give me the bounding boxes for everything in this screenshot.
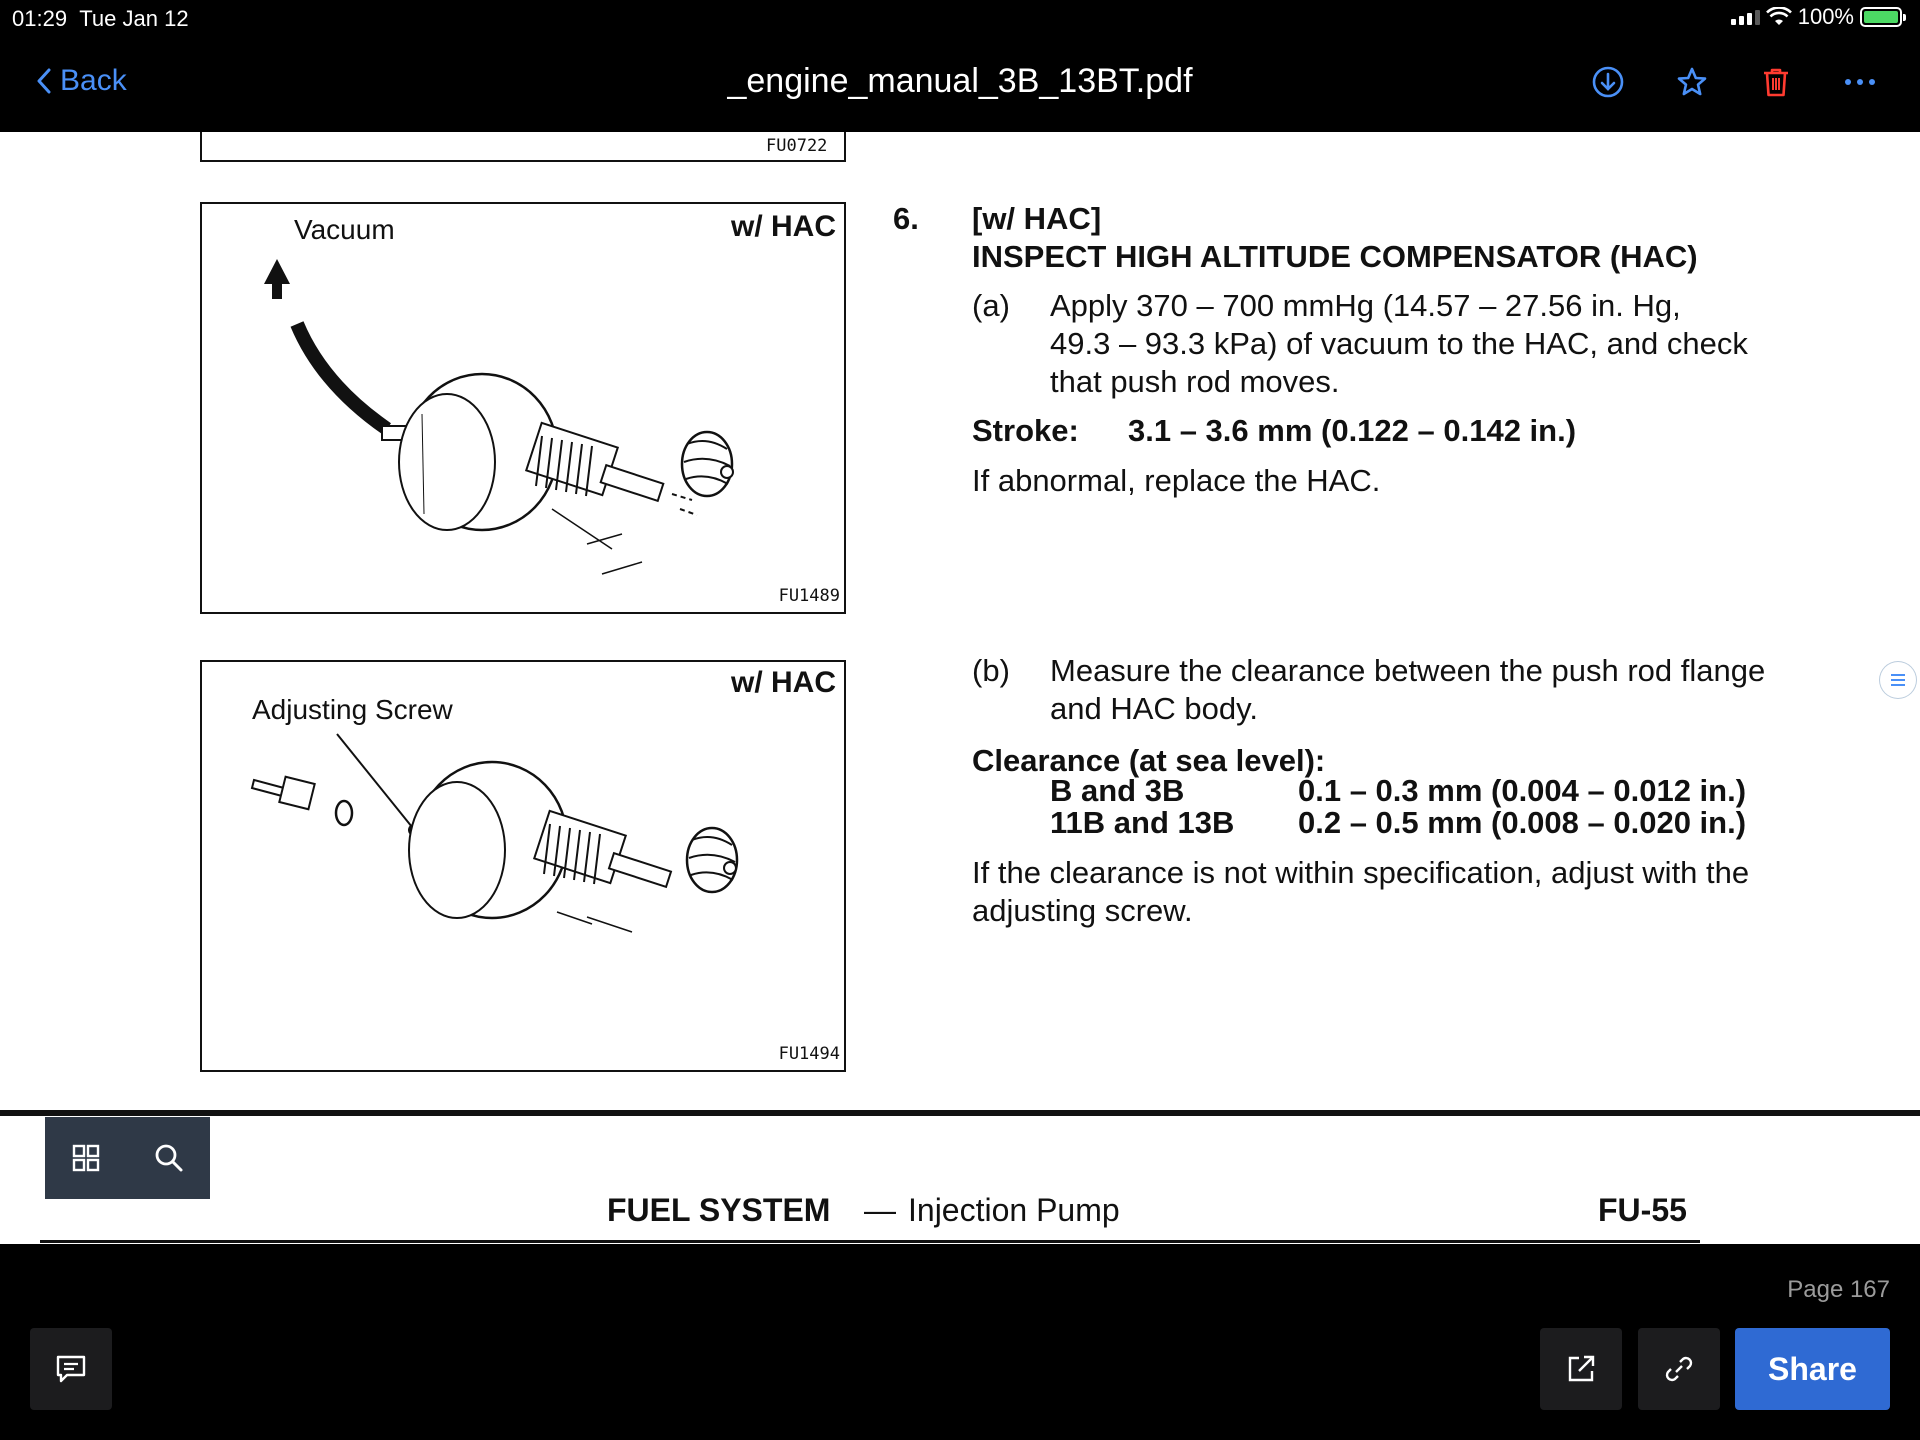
figure-code: FU1489: [778, 586, 840, 606]
status-bar: [0, 0, 1920, 36]
vacuum-label: Vacuum: [294, 214, 395, 245]
hac-vacuum-illustration: [202, 204, 844, 612]
search-button[interactable]: [149, 1138, 189, 1178]
delete-button[interactable]: [1756, 62, 1796, 102]
cellular-signal-icon: [1731, 9, 1760, 25]
document-title: _engine_manual_3B_13BT.pdf: [727, 62, 1193, 100]
download-button[interactable]: [1588, 62, 1628, 102]
hac-tag: w/ HAC: [731, 666, 836, 699]
previous-figure-box: [200, 132, 846, 162]
hac-tag: w/ HAC: [731, 210, 836, 243]
bottom-toolbar: [0, 1244, 1920, 1440]
step-number: 6.: [893, 201, 919, 236]
share-button[interactable]: Share: [1735, 1328, 1890, 1410]
clearance-label: Clearance (at sea level):: [972, 743, 1326, 778]
adjusting-screw-label: Adjusting Screw: [252, 694, 453, 725]
substep-b-marker: (b): [972, 653, 1010, 688]
substep-b-line: Measure the clearance between the push rod flange: [1050, 653, 1766, 688]
open-external-button[interactable]: [1540, 1328, 1622, 1410]
thumbnails-button[interactable]: [66, 1138, 106, 1178]
battery-icon: [1860, 7, 1902, 27]
substep-a-line: that push rod moves.: [1050, 364, 1340, 399]
substep-a-line: Apply 370 – 700 mmHg (14.57 – 27.56 in. Hg,: [1050, 288, 1681, 323]
top-navigation-bar: [0, 36, 1920, 132]
status-date: Tue Jan 12: [79, 6, 189, 31]
substep-b-line: and HAC body.: [1050, 691, 1258, 726]
lines-icon: [1889, 673, 1907, 687]
figure-vacuum-hac: [200, 202, 846, 614]
clearance-row-value: 0.1 – 0.3 mm (0.004 – 0.012 in.): [1298, 773, 1747, 808]
clearance-row-label: B and 3B: [1050, 773, 1185, 808]
clearance-row-value: 0.2 – 0.5 mm (0.008 – 0.020 in.): [1298, 805, 1747, 840]
footer-subsection: Injection Pump: [908, 1192, 1120, 1228]
specification-note: adjusting screw.: [972, 893, 1193, 928]
page-divider: [0, 1110, 1920, 1116]
star-icon: [1675, 65, 1709, 99]
stroke-label: Stroke:: [972, 413, 1079, 448]
page-tools: [45, 1117, 210, 1199]
bookmark-button[interactable]: [1672, 62, 1712, 102]
previous-figure-code: FU0722: [766, 136, 828, 156]
open-external-icon: [1565, 1353, 1597, 1385]
specification-note: If the clearance is not within specification, adjust with the: [972, 855, 1750, 890]
status-time: 01:29 Tue Jan 12: [12, 6, 189, 31]
substep-a-line: 49.3 – 93.3 kPa) of vacuum to the HAC, and check: [1050, 326, 1748, 361]
footer-page-code: FU-55: [1598, 1192, 1687, 1228]
download-icon: [1591, 65, 1625, 99]
comment-icon: [55, 1354, 87, 1384]
pdf-page[interactable]: [0, 132, 1920, 1244]
figure-adjusting-screw: [200, 660, 846, 1072]
footer-section: FUEL SYSTEM: [607, 1192, 831, 1228]
trash-icon: [1759, 65, 1793, 99]
copy-link-button[interactable]: [1638, 1328, 1720, 1410]
comments-button[interactable]: [30, 1328, 112, 1410]
annotation-handle[interactable]: [1880, 662, 1916, 698]
substep-a-marker: (a): [972, 288, 1010, 323]
more-icon: [1843, 77, 1877, 87]
battery-percent: 100%: [1797, 4, 1854, 29]
clearance-row-label: 11B and 13B: [1050, 805, 1235, 840]
footer-rule: [40, 1240, 1700, 1243]
step-bracket: [w/ HAC]: [972, 201, 1102, 236]
stroke-value: 3.1 – 3.6 mm (0.122 – 0.142 in.): [1128, 413, 1577, 448]
figure-code: FU1494: [778, 1044, 840, 1064]
back-label: Back: [60, 64, 127, 97]
abnormal-note: If abnormal, replace the HAC.: [972, 463, 1381, 498]
grid-icon: [72, 1144, 100, 1172]
wifi-icon: [1766, 7, 1792, 27]
page-indicator: Page 167: [1787, 1276, 1890, 1303]
link-icon: [1663, 1353, 1695, 1385]
more-button[interactable]: [1840, 62, 1880, 102]
search-icon: [154, 1143, 184, 1173]
footer-dash: —: [864, 1192, 896, 1228]
step-heading: INSPECT HIGH ALTITUDE COMPENSATOR (HAC): [972, 239, 1698, 274]
